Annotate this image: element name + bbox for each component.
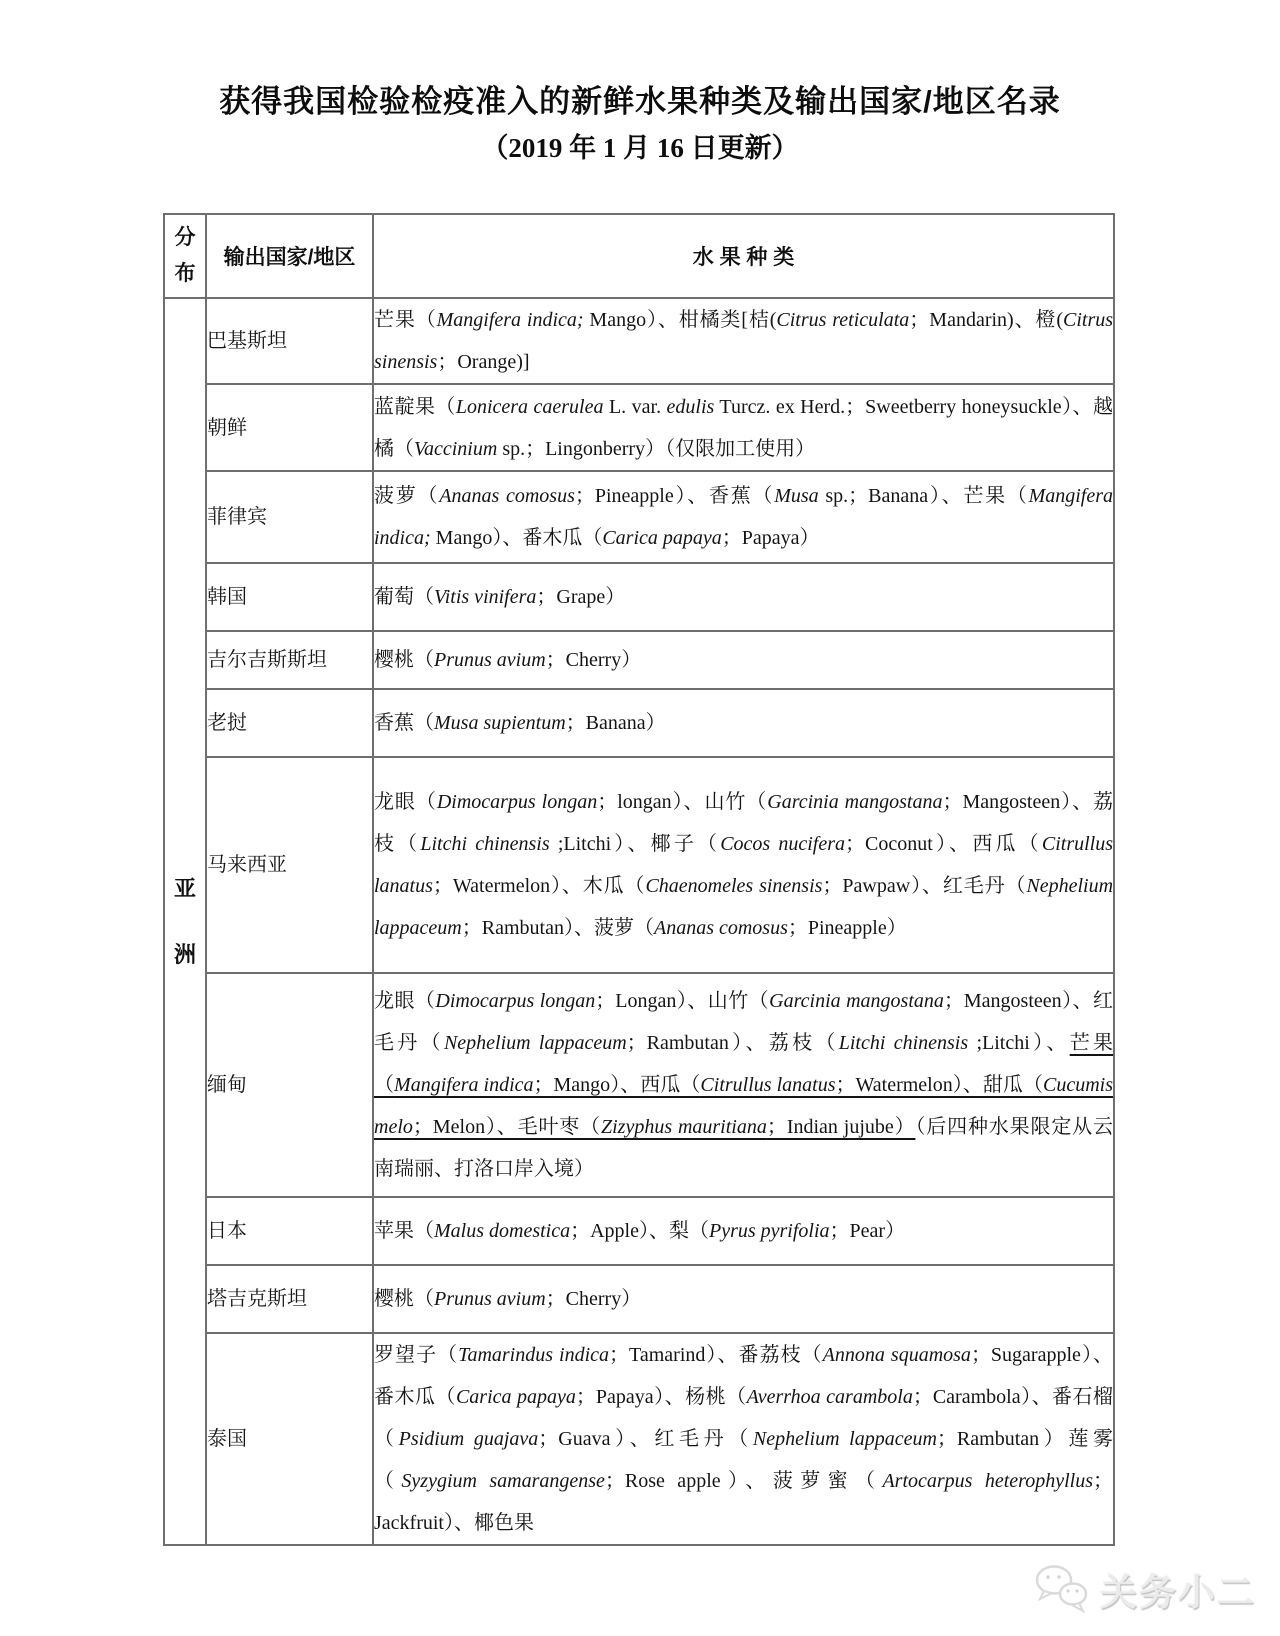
country-cell: 巴基斯坦 (206, 298, 373, 384)
table-row (164, 1333, 1114, 1545)
watermark (1032, 1562, 1256, 1616)
fruits-cell: 苹果（Malus domestica；Apple）、梨（Pyrus pyrifolia；Pear） (373, 1197, 1114, 1265)
watermark-text: 关务小二 (1100, 1572, 1256, 1613)
table-row (164, 973, 1114, 1197)
header-distribution: 分布 (164, 214, 206, 298)
table-body (164, 298, 1114, 1545)
region-label-asia: 亚洲 (164, 298, 206, 1545)
country-cell: 塔吉克斯坦 (206, 1265, 373, 1333)
country-cell: 日本 (206, 1197, 373, 1265)
country-cell: 老挝 (206, 689, 373, 757)
country-cell: 泰国 (206, 1333, 373, 1545)
fruits-cell: 菠萝（Ananas comosus；Pineapple）、香蕉（Musa sp.；Banana）、芒果（Mangifera indica; Mango）、番木瓜（Carica papaya；Papaya） (373, 471, 1114, 563)
document-subtitle-date: （2019 年 1 月 16 日更新） (481, 133, 799, 163)
country-cell: 马来西亚 (206, 757, 373, 973)
table-row (164, 471, 1114, 563)
table-row (164, 298, 1114, 384)
fruits-cell: 樱桃（Prunus avium；Cherry） (373, 1265, 1114, 1333)
fruits-cell: 蓝靛果（Lonicera caerulea L. var. edulis Turcz. ex Herd.；Sweetberry honeysuckle）、越橘（Vaccinium sp.；Lingonberry）（仅限加工使用） (373, 384, 1114, 471)
table-row (164, 1265, 1114, 1333)
table-row (164, 384, 1114, 471)
fruits-cell: 香蕉（Musa supientum；Banana） (373, 689, 1114, 757)
fruits-cell: 罗望子（Tamarindus indica；Tamarind）、番荔枝（Annona squamosa；Sugarapple）、番木瓜（Carica papaya；Papaya）、杨桃（Averrhoa carambola；Carambola）、番石榴（Psidium guajava；Guava）、红毛丹（Nephelium lappaceum；Rambutan）莲雾（Syzygium samarangense；Rose apple）、菠萝蜜（Artocarpus heterophyllus；Jackfruit）、椰色果 (373, 1333, 1114, 1545)
table-row (164, 757, 1114, 973)
fruit-access-table (163, 213, 1115, 1546)
document-title: 获得我国检验检疫准入的新鲜水果种类及输出国家/地区名录 (219, 84, 1061, 119)
header-fruit-types: 水 果 种 类 (373, 214, 1114, 298)
table-row (164, 563, 1114, 631)
header-country: 输出国家/地区 (206, 214, 373, 298)
country-cell: 菲律宾 (206, 471, 373, 563)
fruits-cell: 龙眼（Dimocarpus longan；Longan）、山竹（Garcinia mangostana；Mangosteen）、红毛丹（Nephelium lappaceum；Rambutan）、荔枝（Litchi chinensis ;Litchi）、芒果（Mangifera indica；Mango）、西瓜（Citrullus lanatus；Watermelon）、甜瓜（Cucumis melo；Melon）、毛叶枣（Zizyphus mauritiana；Indian jujube）（后四种水果限定从云南瑞丽、打洛口岸入境） (373, 973, 1114, 1197)
country-cell: 韩国 (206, 563, 373, 631)
table-row (164, 631, 1114, 689)
country-cell: 吉尔吉斯斯坦 (206, 631, 373, 689)
fruits-cell: 芒果（Mangifera indica; Mango）、柑橘类[桔(Citrus reticulata；Mandarin)、橙(Citrus sinensis；Orange)] (373, 298, 1114, 384)
wechat-bubbles-icon (1032, 1563, 1092, 1615)
table-header (164, 214, 1114, 298)
country-cell: 朝鲜 (206, 384, 373, 471)
table-row (164, 1197, 1114, 1265)
fruits-cell: 葡萄（Vitis vinifera；Grape） (373, 563, 1114, 631)
fruits-cell: 龙眼（Dimocarpus longan；longan）、山竹（Garcinia mangostana；Mangosteen）、荔枝（Litchi chinensis ;Litchi）、椰子（Cocos nucifera；Coconut）、西瓜（Citrullus lanatus；Watermelon）、木瓜（Chaenomeles sinensis；Pawpaw）、红毛丹（Nephelium lappaceum；Rambutan）、菠萝（Ananas comosus；Pineapple） (373, 757, 1114, 973)
fruits-cell: 樱桃（Prunus avium；Cherry） (373, 631, 1114, 689)
table-row (164, 689, 1114, 757)
country-cell: 缅甸 (206, 973, 373, 1197)
